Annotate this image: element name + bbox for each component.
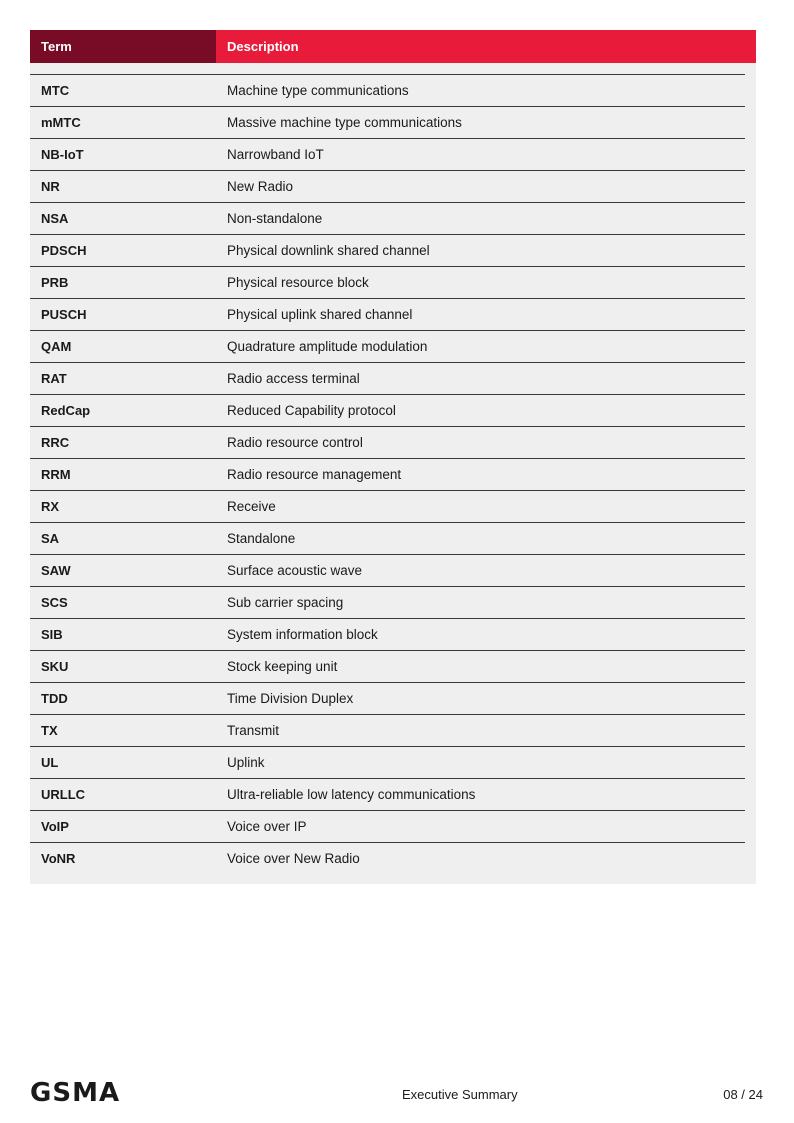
term-cell: mMTC [41,115,81,130]
term-cell: URLLC [41,787,86,802]
table-row [30,138,745,170]
table-row [30,746,745,778]
term-cell: PRB [41,275,69,290]
table-row [30,330,745,362]
term-cell: SCS [41,595,68,610]
description-cell: Massive machine type communications [227,115,462,130]
table-row [30,682,745,714]
table-row [30,810,745,842]
term-cell: MTC [41,83,70,98]
table-row [30,458,745,490]
term-cell: SAW [41,563,71,578]
table-row [30,554,745,586]
description-cell: Standalone [227,531,296,546]
description-cell: Voice over New Radio [227,851,360,866]
page-number: 08 / 24 [723,1087,763,1102]
table-row [30,106,745,138]
table-header [30,30,756,63]
term-cell: UL [41,755,59,770]
section-title: Executive Summary [402,1087,518,1102]
description-cell: System information block [227,627,378,642]
description-cell: Voice over IP [227,819,307,834]
description-cell: Non-standalone [227,211,323,226]
description-cell: Transmit [227,723,280,738]
description-cell: Time Division Duplex [227,691,354,706]
description-cell: Radio resource control [227,435,363,450]
table-row [30,650,745,682]
table-row [30,618,745,650]
description-cell: Quadrature amplitude modulation [227,339,428,354]
table-row [30,394,745,426]
term-cell: QAM [41,339,72,354]
description-cell: Physical uplink shared channel [227,307,413,322]
description-cell: Physical resource block [227,275,369,290]
table-row [30,586,745,618]
term-cell: NR [41,179,60,194]
term-cell: SA [41,531,60,546]
description-cell: Receive [227,499,276,514]
header-description: Description [216,30,756,63]
description-cell: Sub carrier spacing [227,595,344,610]
term-cell: TX [41,723,58,738]
term-cell: SKU [41,659,69,674]
description-cell: Machine type communications [227,83,409,98]
term-cell: VoIP [41,819,69,834]
table-row [30,490,745,522]
table-row [30,74,745,106]
table-row [30,362,745,394]
term-cell: VoNR [41,851,76,866]
table-row [30,714,745,746]
term-cell: RRC [41,435,70,450]
term-cell: SIB [41,627,63,642]
description-cell: Reduced Capability protocol [227,403,396,418]
term-cell: RRM [41,467,71,482]
table-row [30,266,745,298]
table-row [30,234,745,266]
term-cell: PUSCH [41,307,87,322]
table-body [30,74,745,874]
term-cell: RX [41,499,60,514]
glossary-table [30,30,756,884]
description-cell: Stock keeping unit [227,659,338,674]
table-row [30,298,745,330]
description-cell: Radio resource management [227,467,402,482]
header-term: Term [30,30,216,63]
description-cell: Narrowband IoT [227,147,324,162]
term-cell: NB-IoT [41,147,84,162]
table-row [30,202,745,234]
description-cell: Surface acoustic wave [227,563,363,578]
table-row [30,778,745,810]
description-cell: Radio access terminal [227,371,360,386]
description-cell: Uplink [227,755,265,770]
table-row [30,170,745,202]
term-cell: NSA [41,211,69,226]
table-row [30,426,745,458]
description-cell: Physical downlink shared channel [227,243,430,258]
description-cell: Ultra-reliable low latency communications [227,787,476,802]
table-row [30,522,745,554]
term-cell: RAT [41,371,67,386]
description-cell: New Radio [227,179,294,194]
gsma-logo: GSMA [30,1078,121,1108]
term-cell: RedCap [41,403,91,418]
term-cell: TDD [41,691,68,706]
table-row [30,842,745,874]
term-cell: PDSCH [41,243,87,258]
